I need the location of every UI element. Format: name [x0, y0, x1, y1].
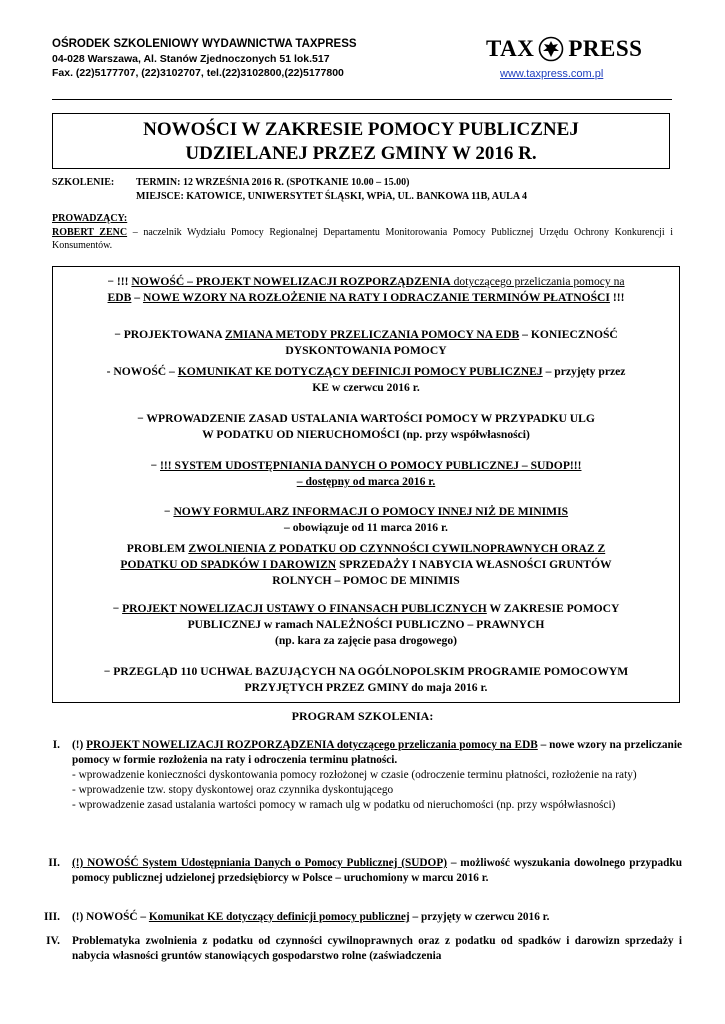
program-item-4 — [30, 934, 682, 964]
organization-address: 04-028 Warszawa, Al. Stanów Zjednoczonych 51 lok.517 — [52, 53, 330, 65]
lecturer-description — [52, 226, 673, 253]
program-text: – nowe wzory na przeliczanie pomocy w formie rozłożenia na raty i odroczenia terminu płatności. — [72, 739, 682, 766]
program-item-number: II. — [48, 857, 60, 869]
news-text: – KONIECZNOŚĆ — [519, 328, 618, 341]
news-text: − — [150, 459, 161, 472]
news-text: W PODATKU OD NIERUCHOMOŚCI (np. przy współwłasności) — [202, 428, 530, 441]
news-text: ROLNYCH – POMOC DE MINIMIS — [272, 574, 460, 587]
title-line-1: NOWOŚCI W ZAKRESIE POMOCY PUBLICZNEJ — [143, 119, 579, 140]
news-text: PODATKU OD SPADKÓW I DAROWIZN — [120, 558, 337, 571]
website-link[interactable]: www.taxpress.com.pl — [500, 68, 604, 80]
program-subitem: - wprowadzenie zasad ustalania wartości pomocy w ramach ulg w podatku od nieruchomości (np. przy współwłasności) — [72, 799, 616, 811]
news-text: SPRZEDAŻY I NABYCIA WŁASNOŚCI GRUNTÓW — [336, 558, 612, 571]
program-item-number: IV. — [46, 935, 60, 947]
program-subitem: - wprowadzenie konieczności dyskontowania pomocy rozłożonej w czasie (odroczenie terminu płatności, rozłożenie na raty) — [72, 769, 637, 781]
program-item-1 — [30, 738, 682, 813]
program-text: Problematyka zwolnienia z podatku od czynności cywilnoprawnych oraz z podatku od spadków i darowizn sprzedaży i nabycia własności gruntów stanowiących gospodarstwo rolne (zaświadczenia — [72, 935, 682, 962]
program-text: – możliwość wyszukania dowolnego przypadku pomocy publicznej udzielonej przedsiębiorcy w Polsce – uruchomiony w marcu 2016 r. — [72, 857, 682, 884]
news-item-4 — [59, 411, 673, 443]
news-text: PROJEKT NOWELIZACJI USTAWY O FINANSACH PUBLICZNYCH — [122, 602, 487, 615]
news-text: PUBLICZNEJ w ramach NALEŻNOŚCI PUBLICZNO – PRAWNYCH — [187, 618, 545, 631]
news-text: − PROJEKTOWANA — [114, 328, 225, 341]
logo-text-left: TAX — [486, 36, 535, 61]
news-text: − — [112, 602, 123, 615]
program-text: Komunikat KE dotyczący definicji pomocy publicznej — [148, 911, 410, 923]
program-text: (!) NOWOŚĆ System Udostępniania Danych o Pomocy Publicznej (SUDOP) — [72, 857, 448, 869]
news-text: – — [131, 291, 143, 304]
title-box — [52, 113, 670, 169]
news-text: PRZYJĘTYCH PRZEZ GMINY do maja 2016 r. — [244, 681, 488, 694]
news-item-5 — [59, 458, 673, 490]
header-divider — [52, 99, 672, 100]
news-text: - NOWOŚĆ – — [106, 365, 178, 378]
news-item-2 — [59, 327, 673, 359]
news-text: !!! — [609, 291, 625, 304]
taxpress-logo — [486, 34, 646, 64]
news-item-1 — [59, 274, 673, 306]
organization-phones: Fax. (22)5177707, (22)3102707, tel.(22)3102800,(22)5177800 — [52, 67, 344, 79]
title-line-2: UDZIELANEJ PRZEZ GMINY W 2016 R. — [185, 143, 537, 164]
program-item-3 — [30, 910, 682, 925]
training-label: SZKOLENIE: — [52, 177, 115, 188]
program-title: PROGRAM SZKOLENIA: — [291, 709, 434, 723]
training-miejsce-row — [52, 190, 527, 204]
logo-text-right: PRESS — [568, 36, 643, 61]
news-item-9 — [59, 664, 673, 696]
program-text: – przyjęty w czerwcu 2016 r. — [409, 911, 550, 923]
news-text: − !!! — [107, 275, 132, 288]
news-text: ZWOLNIENIA Z PODATKU OD CZYNNOŚCI CYWILNOPRAWNYCH ORAZ Z — [188, 542, 606, 555]
news-item-3 — [59, 364, 673, 396]
eagle-seal-icon — [538, 36, 564, 62]
news-text: NOWOŚĆ – PROJEKT NOWELIZACJI ROZPORZĄDZENIA — [131, 275, 451, 288]
organization-header — [52, 37, 357, 80]
news-text: KOMUNIKAT KE DOTYCZĄCY DEFINICJI POMOCY PUBLICZNEJ — [177, 365, 543, 378]
news-text: NOWE WZORY NA ROZŁOŻENIE NA RATY I ODRACZANIE TERMINÓW PŁATNOŚCI — [142, 291, 610, 304]
organization-name: OŚRODEK SZKOLENIOWY WYDAWNICTWA TAXPRESS — [52, 38, 357, 50]
news-item-8 — [59, 601, 673, 649]
training-miejsce: MIEJSCE: KATOWICE, UNIWERSYTET ŚLĄSKI, WPiA, UL. BANKOWA 11B, AULA 4 — [136, 191, 528, 202]
news-text: KE w czerwcu 2016 r. — [312, 381, 420, 394]
lecturer-name: ROBERT ZENC — [52, 226, 128, 238]
news-text: − PRZEGLĄD 110 UCHWAŁ BAZUJĄCYCH NA OGÓLNOPOLSKIM PROGRAMIE POMOCOWYM — [103, 665, 629, 678]
news-text: PROBLEM — [126, 542, 189, 555]
news-text: – dostępny od marca 2016 r. — [296, 475, 436, 488]
program-subitem: - wprowadzenie tzw. stopy dyskontowej oraz czynnika dyskontującego — [72, 784, 394, 796]
news-text: ZMIANA METODY PRZELICZANIA POMOCY NA EDB — [224, 328, 520, 341]
program-item-number: III. — [43, 911, 60, 923]
lecturer-section — [52, 212, 673, 253]
lecturer-label: PROWADZĄCY: — [52, 213, 128, 224]
news-item-7 — [59, 541, 673, 589]
news-text: DYSKONTOWANIA POMOCY — [285, 344, 447, 357]
news-box — [52, 266, 680, 703]
program-item-number: I. — [52, 739, 60, 751]
lecturer-role: – naczelnik Wydziału Pomocy Regionalnej Departamentu Monitorowania Pomocy Publicznej Urzędu Ochrony Konkurencji i Konsumentów. — [52, 226, 673, 251]
news-item-6 — [59, 504, 673, 536]
news-text: − — [163, 505, 174, 518]
news-text: (np. kara za zajęcie pasa drogowego) — [274, 634, 458, 647]
program-text: (!) NOWOŚĆ – — [72, 911, 149, 923]
news-text: – przyjęty przez — [542, 365, 626, 378]
news-text: EDB — [107, 291, 132, 304]
news-text: NOWY FORMULARZ INFORMACJI O POMOCY INNEJ NIŻ DE MINIMIS — [173, 505, 569, 518]
news-text: − WPROWADZENIE ZASAD USTALANIA WARTOŚCI POMOCY W PRZYPADKU ULG — [137, 412, 595, 425]
news-text: – obowiązuje od 11 marca 2016 r. — [284, 521, 448, 534]
training-termin-row — [52, 176, 409, 190]
news-text: W ZAKRESIE POMOCY — [486, 602, 620, 615]
program-item-2 — [30, 856, 682, 886]
news-text: !!! SYSTEM UDOSTĘPNIANIA DANYCH O POMOCY PUBLICZNEJ – SUDOP!!! — [160, 459, 582, 472]
program-text: PROJEKT NOWELIZACJI ROZPORZĄDZENIA dotyczącego przeliczania pomocy na EDB — [86, 739, 538, 751]
training-termin: TERMIN: 12 WRZEŚNIA 2016 R. (SPOTKANIE 10.00 – 15.00) — [136, 177, 410, 188]
news-text: dotyczącego przeliczania pomocy na — [450, 275, 625, 288]
program-text: (!) — [72, 739, 87, 751]
